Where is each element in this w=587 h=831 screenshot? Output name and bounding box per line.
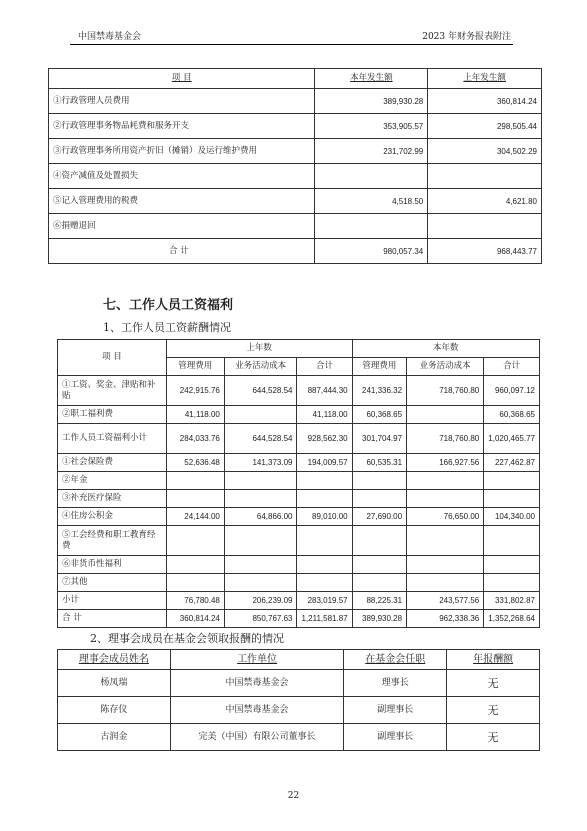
value-cell: [484, 574, 540, 592]
row-label: 小计: [58, 592, 167, 610]
row-label: ②年金: [58, 472, 167, 490]
previous-value: 360,814.24: [428, 89, 542, 114]
value-cell: [352, 490, 406, 508]
row-label: ②行政管理事务物品耗费和服务开支: [49, 114, 315, 139]
value-cell: 41,118.00: [297, 406, 352, 424]
cell-unit: 中国禁毒基金会: [170, 697, 344, 724]
value-cell: 284,033.76: [166, 424, 224, 454]
row-label: ⑥捐赠退回: [49, 214, 315, 239]
cell-unit: 完美（中国）有限公司董事长: [170, 724, 344, 751]
col-header: 管理费用: [166, 358, 224, 376]
row-label: ⑤工会经费和职工教育经费: [58, 526, 167, 556]
value-cell: [224, 574, 297, 592]
row-label: ④住房公积金: [58, 508, 167, 526]
table-row: [49, 189, 542, 214]
value-cell: [407, 472, 484, 490]
value-cell: [224, 526, 297, 556]
previous-value: 4,621.80: [428, 189, 542, 214]
table-header-row: [58, 650, 540, 670]
page-header: [70, 26, 513, 45]
value-cell: 850,767.63: [224, 610, 297, 628]
value-cell: [224, 472, 297, 490]
value-cell: [352, 526, 406, 556]
value-cell: 88,225.31: [352, 592, 406, 610]
board-remuneration-table: [57, 649, 540, 751]
table-header-row: [49, 69, 542, 89]
row-label: 工作人员工资福利小计: [58, 424, 167, 454]
table-row: [58, 508, 540, 526]
value-cell: [166, 574, 224, 592]
subsection-board: 2、理事会成员在基金会领取报酬的情况: [90, 632, 284, 645]
value-cell: 301,704.97: [352, 424, 406, 454]
page-number: 22: [287, 791, 300, 801]
value-cell: 24,144.00: [166, 508, 224, 526]
col-header: 合计: [484, 358, 540, 376]
cell-unit: 中国禁毒基金会: [170, 670, 344, 697]
current-value: 231,702.99: [315, 139, 428, 164]
value-cell: [166, 526, 224, 556]
value-cell: 360,814.24: [166, 610, 224, 628]
row-label: ④资产减值及处置损失: [49, 164, 315, 189]
table-row: [58, 556, 540, 574]
col-header-prev-year: 上年数: [166, 340, 352, 358]
row-label: ⑦其他: [58, 574, 167, 592]
cell-role: 副理事长: [344, 697, 447, 724]
previous-value: 298,505.44: [428, 114, 542, 139]
cell-pay: 无: [447, 670, 540, 697]
value-cell: 1,211,581.87: [297, 610, 352, 628]
value-cell: [297, 490, 352, 508]
current-value: 980,057.34: [315, 239, 428, 264]
value-cell: 227,462.87: [484, 454, 540, 472]
col-header: 合计: [297, 358, 352, 376]
previous-value: 304,502.29: [428, 139, 542, 164]
value-cell: [224, 556, 297, 574]
col-header-role: 在基金会任职: [344, 650, 447, 670]
value-cell: [166, 490, 224, 508]
value-cell: 104,340.00: [484, 508, 540, 526]
row-label: ①社会保险费: [58, 454, 167, 472]
value-cell: [297, 526, 352, 556]
value-cell: 76,780.48: [166, 592, 224, 610]
value-cell: 389,930.28: [352, 610, 406, 628]
header-org: 中国禁毒基金会: [78, 32, 142, 42]
table-row: [58, 610, 540, 628]
cell-pay: 无: [447, 724, 540, 751]
col-header-name: 理事会成员姓名: [58, 650, 171, 670]
value-cell: 52,636.48: [166, 454, 224, 472]
col-header: 业务活动成本: [407, 358, 484, 376]
value-cell: 1,020,465.77: [484, 424, 540, 454]
value-cell: [484, 490, 540, 508]
value-cell: [166, 472, 224, 490]
value-cell: [407, 406, 484, 424]
value-cell: [484, 526, 540, 556]
value-cell: 644,528.54: [224, 376, 297, 406]
value-cell: 960,097.12: [484, 376, 540, 406]
col-header-unit: 工作单位: [170, 650, 344, 670]
row-label: ①工资、奖金、津贴和补贴: [58, 376, 167, 406]
value-cell: 331,802.87: [484, 592, 540, 610]
value-cell: [484, 472, 540, 490]
cell-role: 理事长: [344, 670, 447, 697]
row-label: ②职工福利费: [58, 406, 167, 424]
value-cell: 27,690.00: [352, 508, 406, 526]
value-cell: 718,760.80: [407, 424, 484, 454]
table-row: [49, 239, 542, 264]
value-cell: 243,577.56: [407, 592, 484, 610]
value-cell: 60,368.65: [484, 406, 540, 424]
row-label: ③行政管理事务所用资产折旧（摊销）及运行维护费用: [49, 139, 315, 164]
value-cell: 64,866.00: [224, 508, 297, 526]
cell-name: 古润金: [58, 724, 171, 751]
table-row: [58, 670, 540, 697]
value-cell: 283,019.57: [297, 592, 352, 610]
value-cell: 962,338.36: [407, 610, 484, 628]
col-header: 业务活动成本: [224, 358, 297, 376]
value-cell: [224, 406, 297, 424]
col-header-item: 项 目: [58, 340, 167, 376]
table-row: [58, 406, 540, 424]
value-cell: 887,444.30: [297, 376, 352, 406]
value-cell: 76,650.00: [407, 508, 484, 526]
value-cell: [352, 556, 406, 574]
col-header-item: 项 目: [49, 69, 315, 89]
value-cell: [407, 574, 484, 592]
table-row: [58, 376, 540, 406]
table-row: [49, 214, 542, 239]
cell-role: 副理事长: [344, 724, 447, 751]
table-row: [58, 574, 540, 592]
cell-pay: 无: [447, 697, 540, 724]
table-row: [58, 526, 540, 556]
value-cell: 1,352,268.64: [484, 610, 540, 628]
row-label: 合 计: [49, 239, 315, 264]
admin-expense-table: [48, 68, 542, 264]
current-value: 4,518.50: [315, 189, 428, 214]
value-cell: 41,118.00: [166, 406, 224, 424]
cell-name: 杨凤瑞: [58, 670, 171, 697]
table-row: [58, 472, 540, 490]
current-value: 353,905.57: [315, 114, 428, 139]
value-cell: 89,010.00: [297, 508, 352, 526]
subsection-salary: 1、工作人员工资薪酬情况: [103, 321, 231, 334]
table-row: [58, 424, 540, 454]
current-value: [315, 164, 428, 189]
value-cell: 206,239.09: [224, 592, 297, 610]
value-cell: [407, 490, 484, 508]
table-row: [58, 490, 540, 508]
header-title: 2023 年财务报表附注: [422, 32, 511, 42]
value-cell: 928,562.30: [297, 424, 352, 454]
section-title: 七、工作人员工资福利: [103, 298, 234, 313]
value-cell: 241,336.32: [352, 376, 406, 406]
table-row: [58, 724, 540, 751]
value-cell: 194,009.57: [297, 454, 352, 472]
row-label: 合 计: [58, 610, 167, 628]
col-header: 管理费用: [352, 358, 406, 376]
value-cell: [297, 574, 352, 592]
col-header-pay: 年报酬额: [447, 650, 540, 670]
table-row: [58, 697, 540, 724]
row-label: ⑥非货币性福利: [58, 556, 167, 574]
table-row: [49, 89, 542, 114]
value-cell: 141,373.09: [224, 454, 297, 472]
value-cell: [166, 556, 224, 574]
value-cell: [297, 472, 352, 490]
table-row: [49, 139, 542, 164]
value-cell: 718,760.80: [407, 376, 484, 406]
value-cell: [297, 556, 352, 574]
table-row: [58, 454, 540, 472]
col-header-cur-year: 本年数: [352, 340, 539, 358]
previous-value: [428, 164, 542, 189]
value-cell: 60,535.31: [352, 454, 406, 472]
current-value: [315, 214, 428, 239]
value-cell: [407, 556, 484, 574]
value-cell: [224, 490, 297, 508]
table-header-row: [58, 340, 540, 358]
cell-name: 陈存仪: [58, 697, 171, 724]
col-header-previous: 上年发生额: [428, 69, 542, 89]
row-label: ⑤记入管理费用的税费: [49, 189, 315, 214]
value-cell: [352, 472, 406, 490]
value-cell: 242,915.76: [166, 376, 224, 406]
value-cell: 60,368.65: [352, 406, 406, 424]
value-cell: [484, 556, 540, 574]
value-cell: 644,528.54: [224, 424, 297, 454]
col-header-current: 本年发生额: [315, 69, 428, 89]
row-label: ①行政管理人员费用: [49, 89, 315, 114]
table-row: [58, 592, 540, 610]
table-row: [49, 164, 542, 189]
salary-table: [57, 339, 540, 628]
value-cell: 166,927.56: [407, 454, 484, 472]
current-value: 389,930.28: [315, 89, 428, 114]
value-cell: [352, 574, 406, 592]
row-label: ③补充医疗保险: [58, 490, 167, 508]
previous-value: [428, 214, 542, 239]
previous-value: 968,443.77: [428, 239, 542, 264]
value-cell: [407, 526, 484, 556]
table-row: [49, 114, 542, 139]
